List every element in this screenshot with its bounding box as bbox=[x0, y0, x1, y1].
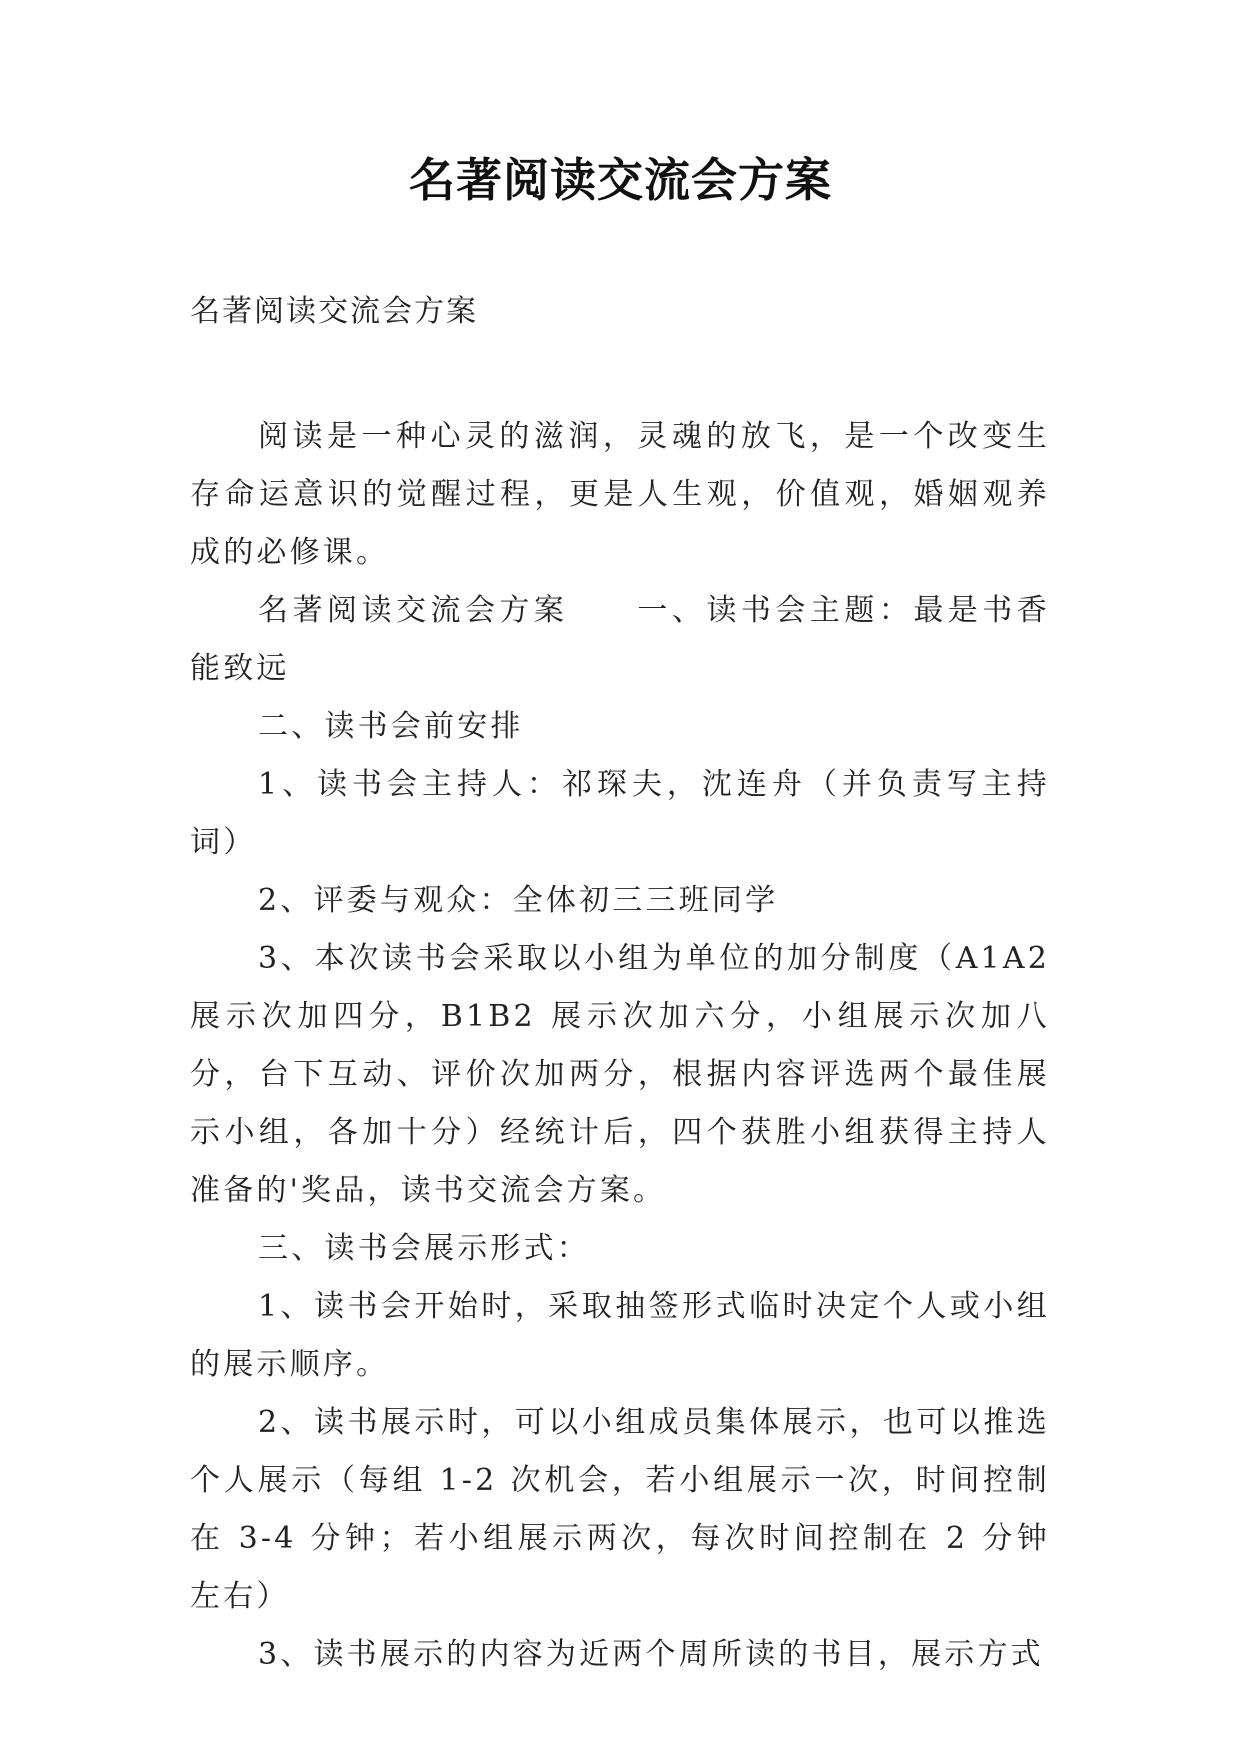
paragraph-scoring: 3、本次读书会采取以小组为单位的加分制度（A1A2 展示次加四分，B1B2 展示次加六分，小组展示次加八分，台下互动、评价次加两分，根据内容评选两个最佳展示小组，各加十分）经统计后，四个获胜小组获得主持人准备的'奖品，读书交流会方案。 bbox=[190, 941, 1050, 1208]
paragraph-content: 3、读书展示的内容为近两个周所读的书目，展示方式 bbox=[258, 1637, 1044, 1672]
document-title: 名著阅读交流会方案 bbox=[409, 153, 832, 207]
paragraph-order: 1、读书会开始时，采取抽签形式临时决定个人或小组的展示顺序。 bbox=[190, 1289, 1050, 1382]
paragraph-presentation: 2、读书展示时，可以小组成员集体展示，也可以推选个人展示（每组 1-2 次机会，若小组展示一次，时间控制在 3-4 分钟；若小组展示两次，每次时间控制在 2 分钟左右） bbox=[190, 1405, 1050, 1614]
paragraph-theme: 名著阅读交流会方案 一、读书会主题：最是书香能致远 bbox=[190, 593, 1050, 686]
paragraph-intro: 阅读是一种心灵的滋润，灵魂的放飞，是一个改变生存命运意识的觉醒过程，更是人生观，价值观，婚姻观养成的必修课。 bbox=[190, 419, 1050, 570]
document-body bbox=[190, 408, 1050, 1684]
paragraph-host: 1、读书会主持人：祁琛夫，沈连舟（并负责写主持词） bbox=[190, 767, 1050, 860]
paragraph-judges: 2、评委与观众：全体初三三班同学 bbox=[258, 883, 779, 918]
paragraph-section-3: 三、读书会展示形式： bbox=[258, 1231, 590, 1266]
document-subtitle: 名著阅读交流会方案 bbox=[190, 294, 478, 329]
paragraph-section-2: 二、读书会前安排 bbox=[258, 709, 524, 744]
